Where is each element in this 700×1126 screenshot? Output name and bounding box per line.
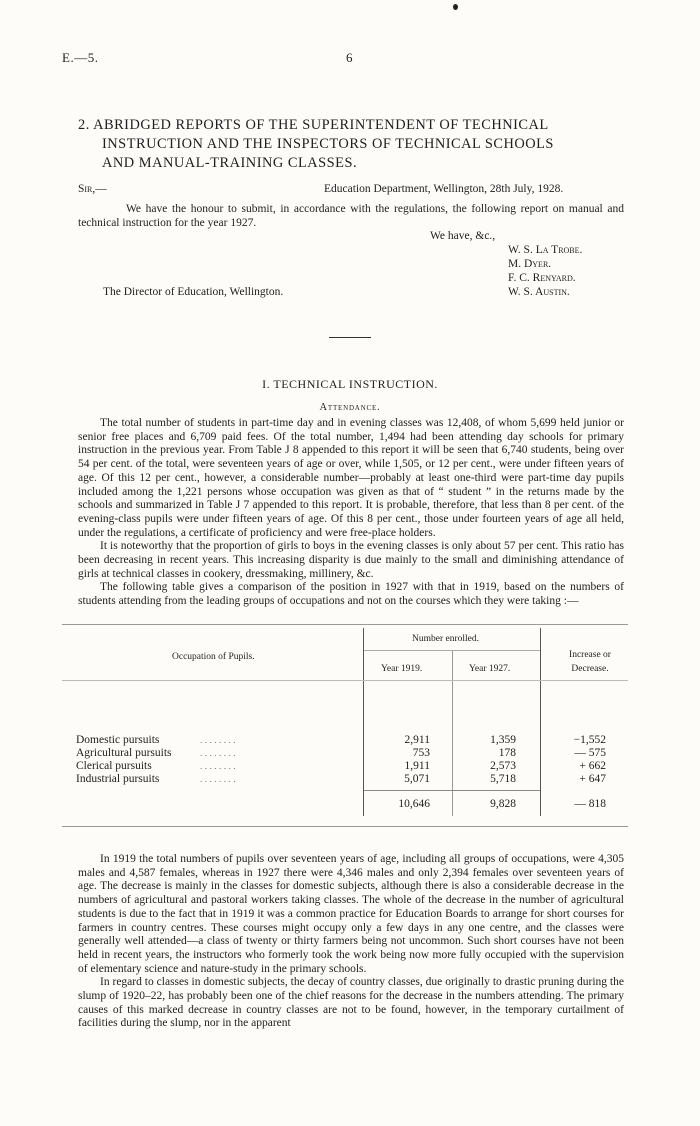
col-header-enrolled: Number enrolled. [412, 634, 480, 644]
paragraph-3: The following table gives a comparison of the position in 1927 with that in 1919, based on the numbers of students attending from the leading groups of occupations and not on the courses which they were taking :— [78, 581, 624, 608]
closing: We have, &c., [430, 230, 496, 242]
letter-body-text: We have the honour to submit, in accordance with the regulations, the following report on manual and technical instruction for the year 1927. [78, 203, 624, 229]
row-occupation: Domestic pursuits [76, 734, 160, 746]
addressee: The Director of Education, Wellington. [103, 286, 284, 298]
col-header-change [552, 649, 628, 676]
title-line-3: AND MANUAL-TRAINING CLASSES. [102, 155, 358, 171]
row-leaders: . . . . . . . . [200, 736, 236, 746]
section-heading: I. TECHNICAL INSTRUCTION. [262, 377, 438, 391]
row-change: — 575 [574, 747, 606, 759]
dateline: Education Department, Wellington, 28th July, 1928. [324, 183, 564, 195]
header-bottom-rule [62, 680, 628, 681]
paragraph-1: The total number of students in part-time day and in evening classes was 12,408, of whom 5,699 held junior or senior free places and 6,709 paid fees. Of the total number, 1,494 had been attending day schools for primary instruction in the previous year. From Table J 8 appended to this report it will be seen that 6,740 students, being over 54 per cent. of the total, were seventeen years of age or over, while 1,505, or 12 per cent., were under fifteen years of age. Of this 12 per cent., however, a considerable number—probably at least one-third were part-time day pupils included among the 1,221 persons whose occupation was given as that of “ student ” in the returns made by the schools and summarized in Table J 7 appended to this report. It is probable, therefore, that less than 8 per cent. of the evening-class pupils were under fifteen years of age. Of this 8 per cent., those under fourteen years of age all held, under the regulations, a certificate of proficiency and were free-place holders. [78, 417, 624, 539]
page-number: 6 [346, 50, 353, 65]
row-leaders: . . . . . . . . [200, 775, 236, 785]
total-1927: 9,828 [490, 798, 516, 810]
table-bottom-rule [62, 826, 628, 827]
row-leaders: . . . . . . . . [200, 762, 236, 772]
row-change: + 662 [579, 760, 606, 772]
row-1919: 1,911 [404, 760, 430, 772]
row-1927: 5,718 [490, 773, 516, 785]
row-1919: 753 [412, 747, 430, 759]
table-vline-2 [452, 650, 453, 816]
row-1927: 1,359 [490, 734, 516, 746]
signatory-1: W. S. La Trobe. [508, 244, 583, 256]
row-occupation: Industrial pursuits [76, 773, 160, 785]
col-header-change-line-2: Decrease. [571, 663, 609, 674]
row-occupation: Agricultural pursuits [76, 747, 172, 759]
row-change: + 647 [579, 773, 606, 785]
title-line-2: INSTRUCTION AND THE INSPECTORS OF TECHNICAL SCHOOLS [102, 136, 554, 152]
row-1927: 2,573 [490, 760, 516, 772]
paragraph-4: In 1919 the total numbers of pupils over seventeen years of age, including all groups of occupations, were 4,305 males and 4,587 females, whereas in 1927 there were 4,346 males and only 2,394 females over seventeen years of age. The decrease is mainly in the classes for domestic subjects, although there is also a considerable decrease in the numbers of agricultural and pastoral workers taking classes. The whole of the decrease in the number of agricultural students is due to the fact that in 1919 it was a common practice for Education Boards to arrange for short courses for farmers in country centres. These courses might occupy only a few days in any one centre, and the classes were generally well attended—a class of twenty or thirty farmers being not uncommon. Such short courses have not been held in recent years, the instructors who formerly took the work being now more fully occupied with the supervision of elementary science and nature-study in the primary schools. [78, 853, 624, 975]
row-leaders: . . . . . . . . [200, 749, 236, 759]
row-1927: 178 [498, 747, 516, 759]
table-vline-3 [540, 628, 541, 816]
document-code: E.—5. [62, 50, 99, 65]
header-rule-enrolled [364, 650, 540, 651]
row-1919: 5,071 [404, 773, 430, 785]
section-subheading: Attendance. [319, 402, 381, 413]
col-header-1919: Year 1919. [381, 664, 423, 674]
row-occupation: Clerical pursuits [76, 760, 152, 772]
total-1919: 10,646 [398, 798, 430, 810]
salutation: Sir,— [78, 183, 107, 195]
col-header-1927: Year 1927. [469, 664, 511, 674]
title-line-1: 2. ABRIDGED REPORTS OF THE SUPERINTENDENT OF TECHNICAL [78, 117, 549, 133]
row-change: −1,552 [573, 734, 606, 746]
row-1919: 2,911 [404, 734, 430, 746]
col-header-occupation: Occupation of Pupils. [172, 652, 255, 662]
table-vline-1 [363, 628, 364, 816]
col-header-change-line-1: Increase or [569, 650, 611, 660]
signatory-2: M. Dyer. [508, 258, 552, 270]
totals-rule [364, 790, 540, 791]
signatory-3: F. C. Renyard. [508, 272, 576, 284]
signatory-4: W. S. Austin. [508, 286, 570, 298]
paragraph-2: It is noteworthy that the proportion of girls to boys in the evening classes is only about 57 per cent. This ratio has been decreasing in recent years. This increasing disparity is due mainly to the small and diminishing attendance of girls at technical classes in cookery, dressmaking, millinery, &c. [78, 540, 624, 580]
paragraph-5: In regard to classes in domestic subjects, the decay of country classes, due originally to drastic pruning during the slump of 1920–22, has probably been one of the chief reasons for the decrease in the numbers attending. The primary causes of this marked decrease in country classes are not to be found, however, in the temporary curtailment of facilities during the slump, nor in the apparent [78, 976, 624, 1030]
table-top-rule [62, 624, 628, 625]
discussion-text [78, 853, 624, 1031]
total-change: — 818 [574, 798, 606, 810]
